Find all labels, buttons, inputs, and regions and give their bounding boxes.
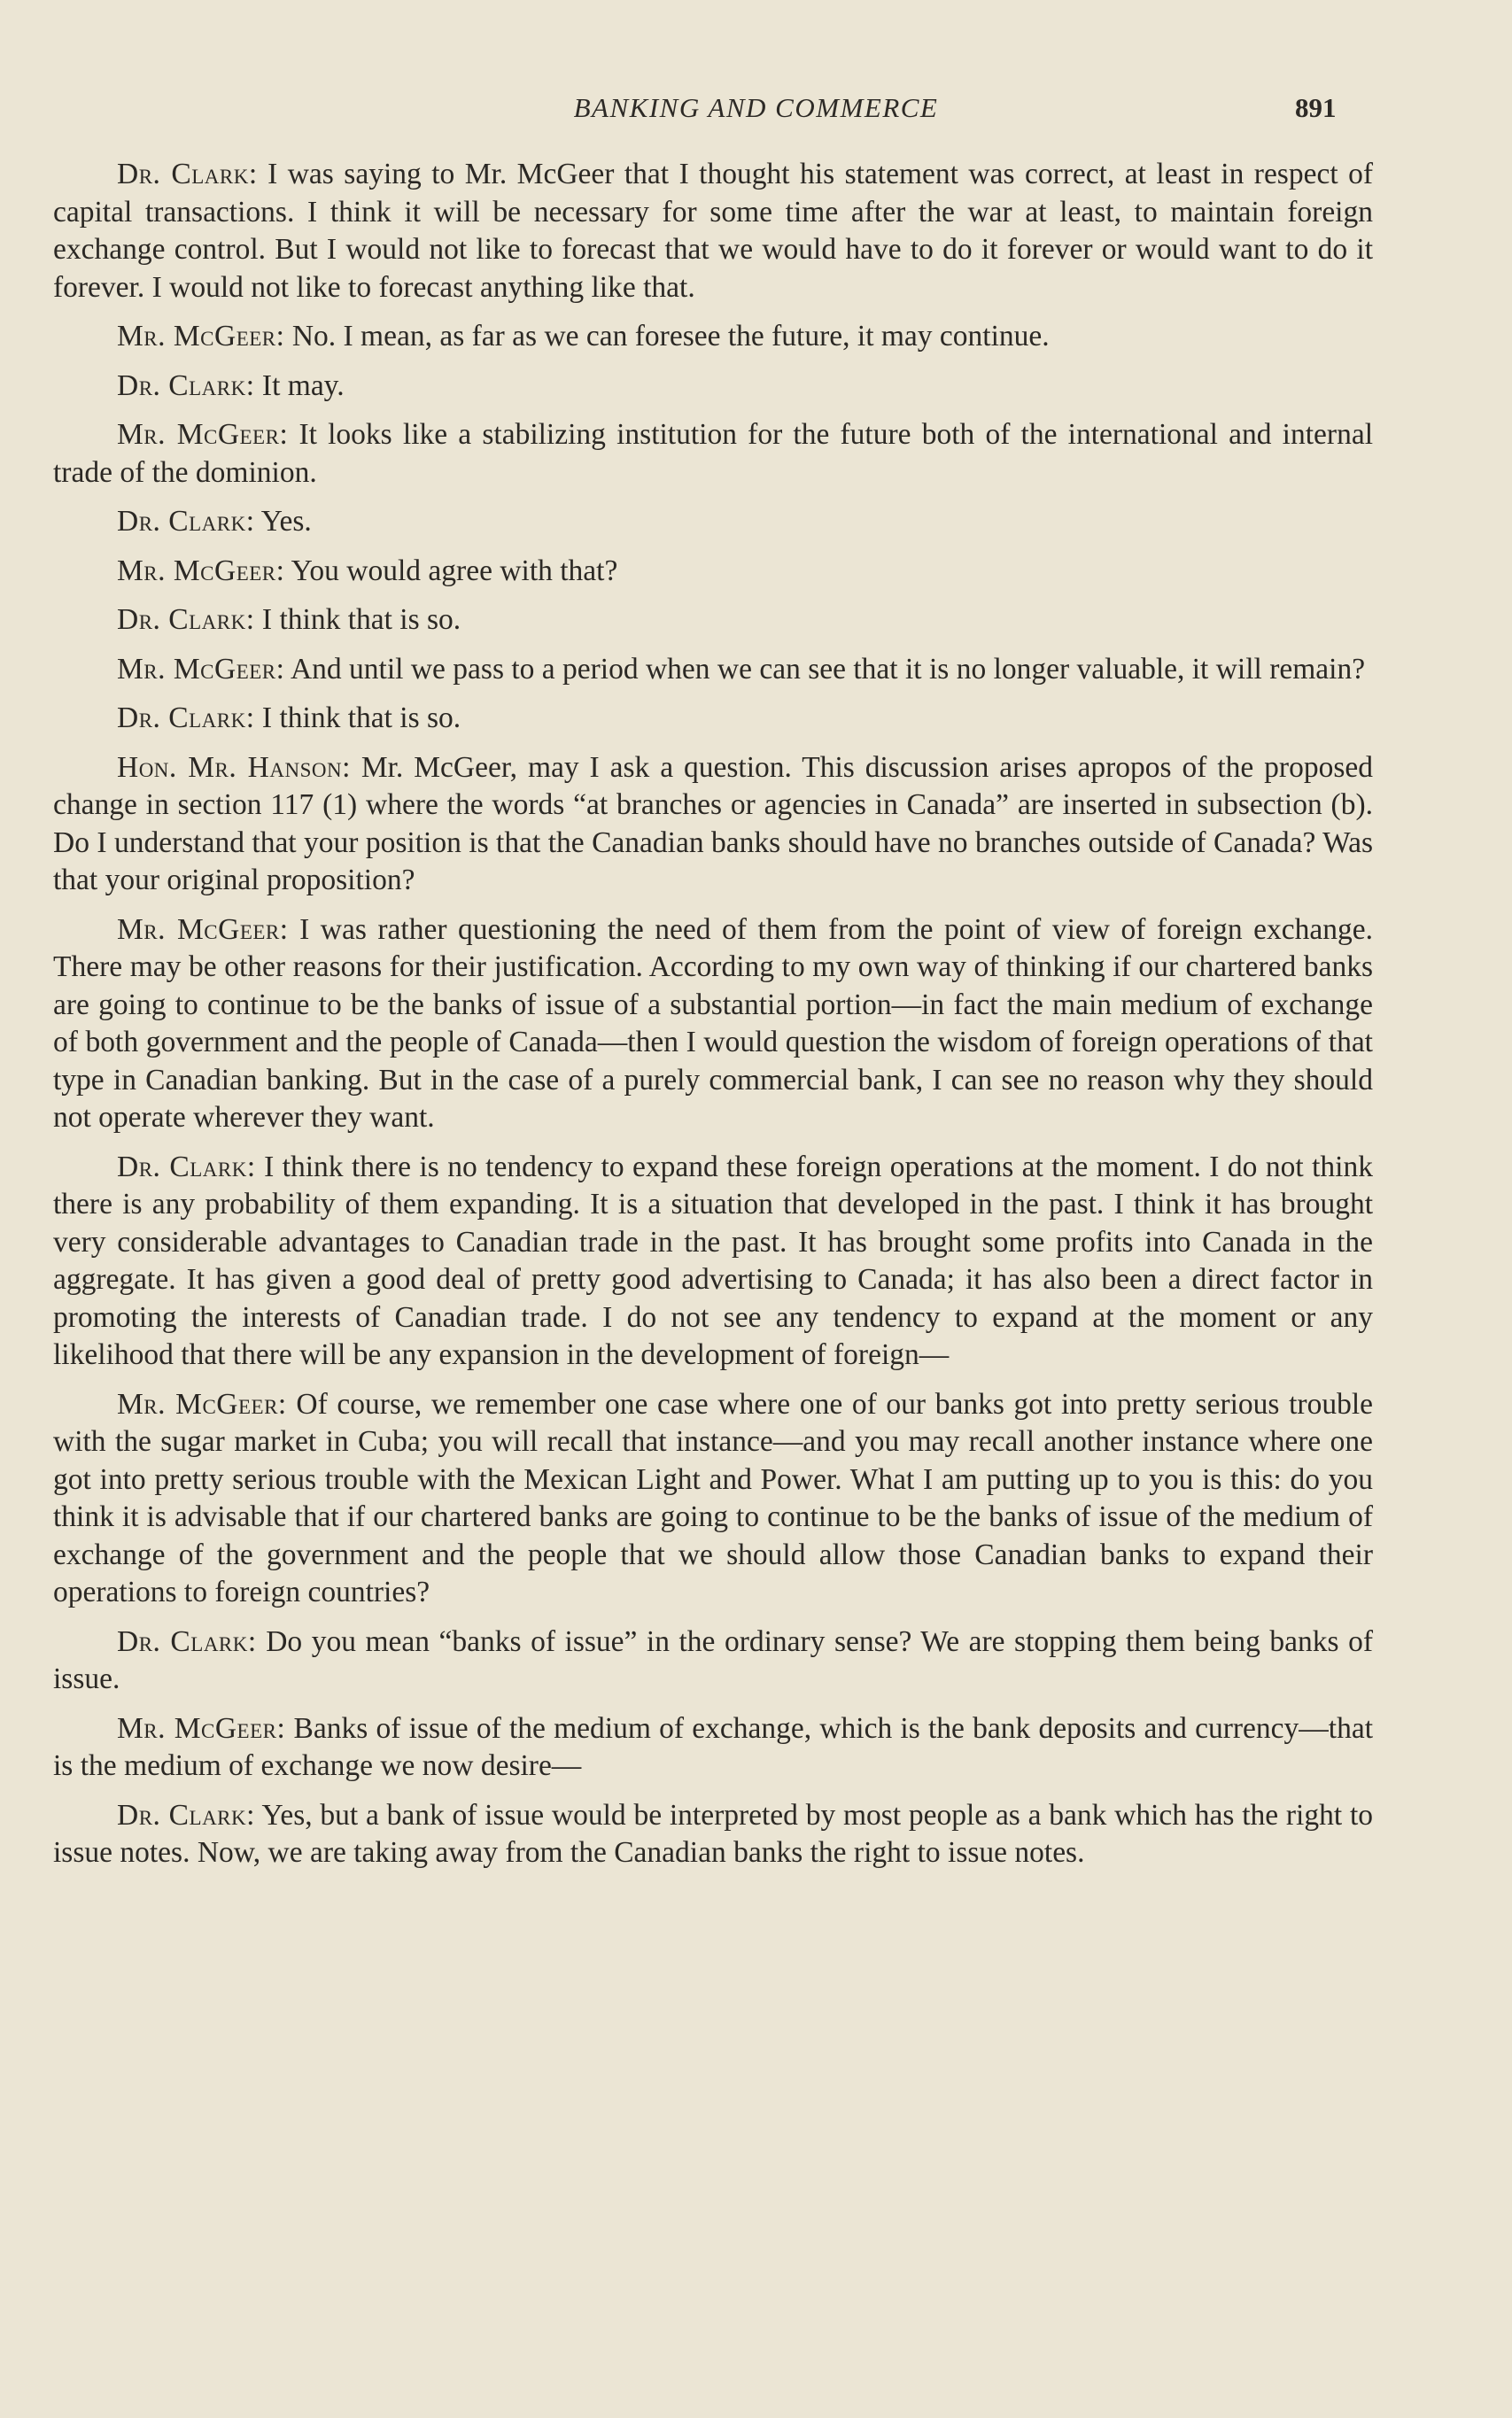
speaker-label: Mr. McGeer:	[117, 652, 285, 686]
paragraph-16	[53, 1797, 1373, 1872]
paragraph-text: And until we pass to a period when we can see that it is no longer valuable, it will remain?	[290, 652, 1366, 686]
paragraph-8	[53, 651, 1373, 689]
paragraph-text: No. I mean, as far as we can foresee the future, it may continue.	[291, 320, 1050, 353]
paragraph-text: It looks like a stabilizing institution for the future both of the international and internal trade of the dominion.	[53, 418, 1374, 489]
page-number: 891	[1295, 92, 1337, 123]
speaker-label: Mr. McGeer:	[117, 1387, 287, 1421]
paragraph-6	[53, 553, 1373, 591]
paragraph-text: You would agree with that?	[291, 554, 618, 587]
speaker-label: Dr. Clark:	[117, 603, 255, 636]
transcript-body	[53, 156, 1373, 1884]
paragraph-7	[53, 601, 1373, 639]
speaker-label: Dr. Clark:	[117, 1150, 256, 1183]
paragraph-15	[53, 1710, 1373, 1786]
paragraph-text: I think that is so.	[261, 701, 461, 734]
paragraph-text: I think there is no tendency to expand these foreign operations at the moment. I do not think there is any probability of them expanding. It is a situation that developed in the past. I think it has brought very considerable advantages to Canadian trade in the past. It has brought some profits into Canada in the aggregate. It has given a good deal of pretty good advertising to Canada; it has also been a direct factor in promoting the interests of Canadian trade. I do not see any tendency to expand at the moment or any likelihood that there will be any expansion in the development of foreign—	[53, 1150, 1373, 1371]
paragraph-text: Of course, we remember one case where one of our banks got into pretty serious trouble with the sugar market in Cuba; you will recall that instance—and you may recall another instance where one got into pretty serious trouble with the Mexican Light and Power. What I am putting up to you is this: do you think it is advisable that if our chartered banks are going to continue to be the banks of issue of the medium of exchange of the government and the people that we should allow those Canadian banks to expand their operations to foreign countries?	[53, 1387, 1373, 1608]
running-title: BANKING AND COMMERCE	[573, 92, 939, 123]
paragraph-13	[53, 1386, 1373, 1612]
speaker-label: Mr. McGeer:	[117, 418, 289, 451]
paragraph-text: Mr. McGeer, may I ask a question. This discussion arises apropos of the proposed change in section 117 (1) where the words “at branches or agencies in Canada” are inserted in subsection (b). Do I understand that your position is that the Canadian banks should have no branches outside of Canada? Was that your original proposition?	[53, 750, 1373, 896]
speaker-label: Mr. McGeer:	[117, 912, 289, 946]
speaker-label: Hon. Mr. Hanson:	[117, 750, 351, 784]
speaker-label: Mr. McGeer:	[117, 320, 285, 353]
paragraph-3	[53, 368, 1373, 406]
speaker-label: Dr. Clark:	[117, 158, 258, 190]
speaker-label: Mr. McGeer:	[117, 1711, 286, 1745]
paragraph-text: I was saying to Mr. McGeer that I thought his statement was correct, at least in respect of capital transactions. I think it will be necessary for some time after the war at least, to maintain foreign exchange control. But I would not like to forecast that we would have to do it forever or would want to do it forever. I would not like to forecast anything like that.	[53, 158, 1374, 304]
paragraph-text: Yes, but a bank of issue would be interpreted by most people as a bank which has the right to issue notes. Now, we are taking away from the Canadian banks the right to issue notes.	[53, 1798, 1374, 1869]
paragraph-12	[53, 1149, 1373, 1375]
speaker-label: Dr. Clark:	[117, 1624, 257, 1658]
paragraph-9	[53, 700, 1373, 738]
paragraph-1	[53, 156, 1373, 306]
paragraph-2	[53, 318, 1373, 356]
speaker-label: Dr. Clark:	[117, 505, 255, 538]
paragraph-text: Do you mean “banks of issue” in the ordinary sense? We are stopping them being banks of issue.	[53, 1624, 1374, 1695]
paragraph-text: I think that is so.	[261, 603, 461, 636]
paragraph-4	[53, 416, 1373, 492]
speaker-label: Dr. Clark:	[117, 368, 255, 402]
speaker-label: Dr. Clark:	[117, 701, 255, 734]
paragraph-text: It may.	[261, 368, 345, 402]
paragraph-text: Banks of issue of the medium of exchange, which is the bank deposits and currency—that is the medium of exchange we now desire—	[53, 1711, 1374, 1782]
running-head	[0, 92, 1512, 128]
paragraph-text: I was rather questioning the need of them from the point of view of foreign exchange. There may be other reasons for their justification. According to my own way of thinking if our chartered banks are going to continue to be the banks of issue of a substantial portion—in fact the main medium of exchange of both government and the people of Canada—then I would question the wisdom of foreign operations of that type in Canadian banking. But in the case of a purely commercial bank, I can see no reason why they should not operate wherever they want.	[53, 912, 1374, 1134]
speaker-label: Mr. McGeer:	[117, 554, 285, 587]
paragraph-5	[53, 503, 1373, 541]
speaker-label: Dr. Clark:	[117, 1798, 255, 1832]
paragraph-text: Yes.	[260, 505, 312, 538]
paragraph-10	[53, 749, 1373, 900]
paragraph-14	[53, 1624, 1373, 1699]
paragraph-11	[53, 911, 1373, 1137]
